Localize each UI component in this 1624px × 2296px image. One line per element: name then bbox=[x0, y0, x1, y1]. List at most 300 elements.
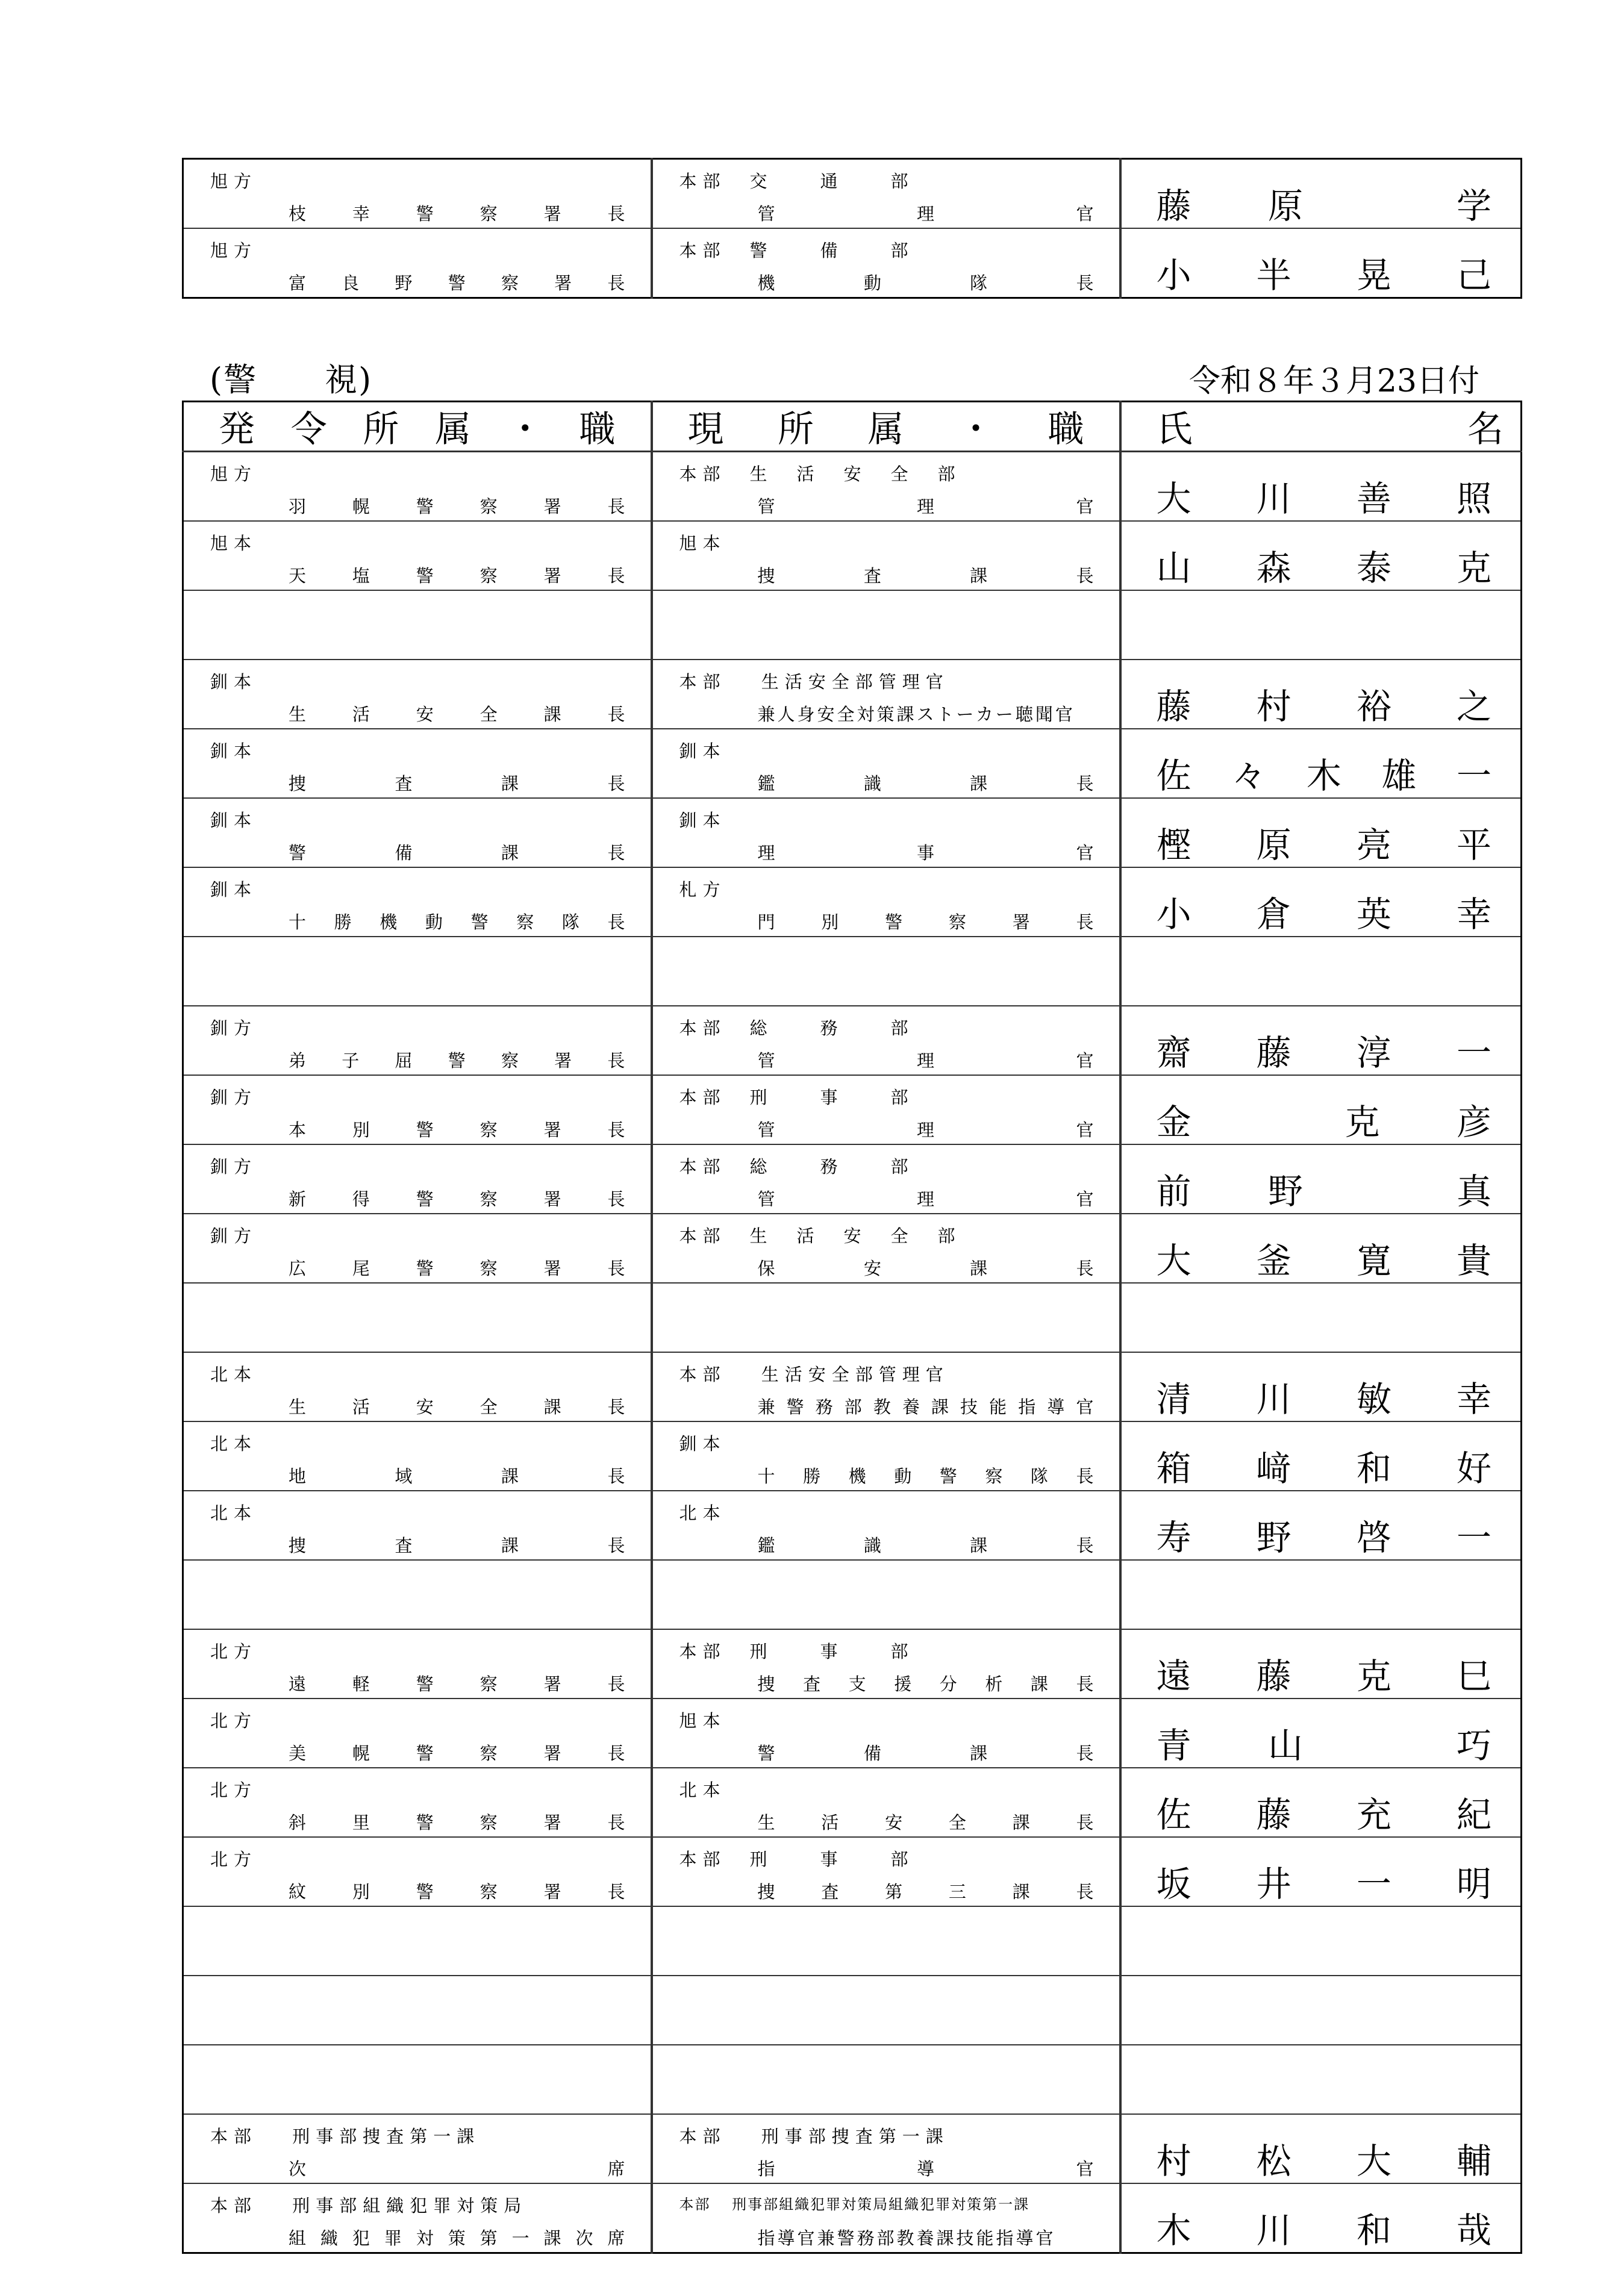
post-char: 長 bbox=[1076, 773, 1094, 794]
post-char: 策 bbox=[448, 2228, 466, 2248]
post-char: 管 bbox=[757, 204, 775, 224]
person-name bbox=[1156, 1240, 1492, 1281]
continuation-table bbox=[182, 158, 1522, 299]
current-post-cell bbox=[652, 1421, 1120, 1491]
post-char: 幌 bbox=[352, 1743, 370, 1764]
new-post-title bbox=[289, 270, 625, 295]
post-char: 警 bbox=[786, 1397, 804, 1417]
name-cell bbox=[1120, 1837, 1522, 1906]
current-post-cell bbox=[652, 1768, 1120, 1837]
name-char: 木 bbox=[1306, 755, 1341, 796]
name-cell bbox=[1120, 1283, 1522, 1352]
post-char: 組 bbox=[289, 2228, 307, 2248]
post-char: 官 bbox=[1076, 843, 1094, 863]
post-char: 長 bbox=[607, 1397, 625, 1417]
new-unit: 旭方 bbox=[210, 171, 258, 192]
new-post-cell bbox=[183, 1906, 652, 1976]
current-post-cell bbox=[652, 1144, 1120, 1214]
post-char: 長 bbox=[1076, 1466, 1094, 1486]
new-unit: 北本 bbox=[210, 1433, 258, 1454]
name-char: 亮 bbox=[1356, 825, 1391, 866]
name-char: 明 bbox=[1456, 1864, 1491, 1904]
header-char: 令 bbox=[290, 408, 327, 451]
post-char: 理 bbox=[916, 1189, 934, 1209]
current-post-title bbox=[758, 1463, 1094, 1488]
post-char: 官 bbox=[1076, 1050, 1094, 1071]
post-char: 管 bbox=[757, 1120, 775, 1140]
post-char: 捜 bbox=[757, 1674, 775, 1694]
header-current-post bbox=[652, 402, 1120, 452]
new-post-cell bbox=[183, 2183, 652, 2253]
name-cell bbox=[1120, 1214, 1522, 1283]
name-char: 木 bbox=[1156, 2210, 1191, 2251]
current-unit: 本部 生 活 安 全 部 bbox=[679, 464, 961, 484]
header-char: 所 bbox=[778, 408, 814, 451]
new-unit: 釧方 bbox=[210, 1156, 258, 1177]
name-cell bbox=[1120, 1560, 1522, 1629]
current-post-title bbox=[758, 1740, 1094, 1765]
person-name bbox=[1156, 1170, 1492, 1212]
current-unit: 北本 bbox=[679, 1780, 726, 1800]
post-char: 長 bbox=[607, 704, 625, 725]
current-post-cell bbox=[652, 1906, 1120, 1976]
post-char: 生 bbox=[757, 1812, 775, 1833]
post-char: 安 bbox=[863, 1258, 881, 1279]
new-post-title bbox=[289, 563, 625, 587]
post-char: 別 bbox=[821, 912, 839, 932]
name-char: 川 bbox=[1256, 478, 1291, 519]
name-cell bbox=[1120, 1906, 1522, 1976]
post-char: 警 bbox=[416, 1743, 434, 1764]
new-post-cell bbox=[183, 590, 652, 660]
name-char: 山 bbox=[1156, 547, 1191, 588]
name-cell bbox=[1120, 1699, 1522, 1768]
new-unit: 北方 bbox=[210, 1641, 258, 1662]
post-char: 援 bbox=[894, 1674, 912, 1694]
name-cell bbox=[1120, 159, 1522, 229]
header-row bbox=[183, 402, 1522, 452]
new-unit: 釧本 bbox=[210, 672, 258, 692]
current-unit: 本部 刑 事 部 bbox=[679, 1087, 914, 1108]
post-char: 長 bbox=[607, 1466, 625, 1486]
person-name bbox=[1156, 2209, 1492, 2251]
name-char: 泰 bbox=[1356, 547, 1391, 588]
current-post-cell bbox=[652, 1214, 1120, 1283]
table-row bbox=[183, 1214, 1522, 1283]
current-unit: 本部 刑 事 部 bbox=[679, 1849, 914, 1870]
new-unit: 釧本 bbox=[210, 879, 258, 900]
post-char: 勝 bbox=[803, 1466, 821, 1486]
post-char: 長 bbox=[607, 773, 625, 794]
post-char: 本 bbox=[289, 1120, 307, 1140]
post-char: 課 bbox=[970, 566, 988, 586]
new-post-cell bbox=[183, 1699, 652, 1768]
post-char: 署 bbox=[543, 566, 561, 586]
name-cell bbox=[1120, 1629, 1522, 1699]
post-char: 署 bbox=[543, 1812, 561, 1833]
section-title: (警 視) bbox=[210, 361, 373, 399]
name-cell bbox=[1120, 1768, 1522, 1837]
name-char: 森 bbox=[1256, 547, 1291, 588]
post-char: 域 bbox=[395, 1466, 413, 1486]
effective-date: 令和８年３月23日付 bbox=[1188, 363, 1479, 399]
table-row bbox=[183, 1144, 1522, 1214]
new-post-title bbox=[289, 1532, 625, 1557]
new-unit: 釧本 bbox=[210, 741, 258, 761]
post-char: 野 bbox=[395, 273, 413, 293]
new-post-title bbox=[289, 1186, 625, 1211]
post-char: 十 bbox=[289, 912, 307, 932]
current-unit: 本部 総 務 部 bbox=[679, 1018, 914, 1038]
person-name bbox=[1156, 1724, 1492, 1766]
post-char: 席 bbox=[607, 2159, 625, 2179]
current-post-title bbox=[758, 1186, 1094, 1211]
current-post-title bbox=[758, 563, 1094, 587]
current-post-cell bbox=[652, 660, 1120, 729]
post-char: 安 bbox=[416, 704, 434, 725]
name-char: 倉 bbox=[1256, 894, 1291, 935]
post-char: 第 bbox=[479, 2228, 498, 2248]
current-post-title bbox=[758, 1117, 1094, 1141]
name-char: 齋 bbox=[1156, 1032, 1191, 1073]
current-unit: 本部 生 活 安 全 部 bbox=[679, 1226, 961, 1246]
post-char: 長 bbox=[1076, 1882, 1094, 1902]
header-char: 属 bbox=[867, 408, 904, 451]
new-post-title bbox=[289, 2156, 625, 2180]
current-post-title bbox=[758, 1879, 1094, 1903]
name-char: 好 bbox=[1456, 1448, 1491, 1489]
post-char: 警 bbox=[448, 273, 466, 293]
name-char: 遠 bbox=[1156, 1656, 1191, 1697]
post-char: 織 bbox=[320, 2228, 338, 2248]
table-row bbox=[183, 521, 1522, 590]
post-char: 活 bbox=[352, 704, 370, 725]
name-cell bbox=[1120, 521, 1522, 590]
new-post-title bbox=[289, 770, 625, 795]
table-row bbox=[183, 228, 1522, 298]
post-char: 察 bbox=[479, 1189, 498, 1209]
post-char: 鑑 bbox=[757, 1535, 775, 1556]
new-post-cell bbox=[183, 2045, 652, 2114]
post-char: 部 bbox=[844, 1397, 862, 1417]
post-char: 長 bbox=[607, 496, 625, 517]
new-post-cell bbox=[183, 159, 652, 229]
name-char: 川 bbox=[1256, 1379, 1291, 1420]
post-char: 管 bbox=[757, 1050, 775, 1071]
new-post-title bbox=[289, 1809, 625, 1834]
name-char: 照 bbox=[1456, 478, 1491, 519]
current-post-title bbox=[758, 493, 1094, 518]
post-char: 警 bbox=[416, 1812, 434, 1833]
post-char: 導 bbox=[916, 2159, 934, 2179]
header-char: 氏 bbox=[1156, 408, 1193, 451]
name-char: 輔 bbox=[1456, 2141, 1491, 2182]
name-cell bbox=[1120, 590, 1522, 660]
header-char: ・ bbox=[958, 408, 994, 451]
name-cell bbox=[1120, 1491, 1522, 1560]
table-row bbox=[183, 1075, 1522, 1144]
post-char: 一 bbox=[511, 2228, 529, 2248]
post-char: 課 bbox=[1012, 1882, 1030, 1902]
post-char: 長 bbox=[1076, 1258, 1094, 1279]
new-post-title bbox=[289, 1740, 625, 1765]
post-char: 長 bbox=[1076, 273, 1094, 293]
current-unit: 本部 生活安全部管理官 bbox=[679, 672, 949, 692]
name-char: 半 bbox=[1256, 255, 1291, 296]
post-char: 警 bbox=[757, 1743, 775, 1764]
post-char: 動 bbox=[894, 1466, 912, 1486]
post-char: 課 bbox=[970, 1535, 988, 1556]
post-char: 弟 bbox=[289, 1050, 307, 1071]
post-char: 長 bbox=[607, 1050, 625, 1071]
name-char: 佐 bbox=[1156, 755, 1191, 796]
post-char: 長 bbox=[607, 1882, 625, 1902]
new-post-cell bbox=[183, 1214, 652, 1283]
post-char: 警 bbox=[416, 1258, 434, 1279]
post-char: 課 bbox=[970, 1258, 988, 1279]
current-unit: 本部 刑 事 部 bbox=[679, 1641, 914, 1662]
post-char: 長 bbox=[607, 566, 625, 586]
name-char: 藤 bbox=[1256, 1656, 1291, 1697]
post-char: 察 bbox=[985, 1466, 1003, 1486]
new-post-cell bbox=[183, 452, 652, 522]
header-char: 職 bbox=[1048, 408, 1084, 451]
post-char: 長 bbox=[607, 843, 625, 863]
name-cell bbox=[1120, 2114, 1522, 2183]
table-row bbox=[183, 2114, 1522, 2183]
table-row bbox=[183, 867, 1522, 937]
post-char: 動 bbox=[863, 273, 881, 293]
post-char: 警 bbox=[416, 496, 434, 517]
post-char: 警 bbox=[416, 1882, 434, 1902]
post-char: 備 bbox=[395, 843, 413, 863]
new-post-title bbox=[289, 1394, 625, 1418]
post-char: 課 bbox=[1012, 1812, 1030, 1833]
new-post-title bbox=[289, 493, 625, 518]
name-char: 巧 bbox=[1456, 1725, 1491, 1766]
post-char: 察 bbox=[479, 1812, 498, 1833]
current-post-title bbox=[758, 1671, 1094, 1695]
post-char: 察 bbox=[479, 1120, 498, 1140]
name-char: 彦 bbox=[1456, 1102, 1491, 1143]
post-char: 新 bbox=[289, 1189, 307, 1209]
post-char: 長 bbox=[607, 1535, 625, 1556]
table-row bbox=[183, 452, 1522, 522]
new-post-cell bbox=[183, 1421, 652, 1491]
post-char: 生 bbox=[289, 704, 307, 725]
new-post-title bbox=[289, 840, 625, 864]
post-char: 導 bbox=[1047, 1397, 1065, 1417]
current-unit: 本部 生活安全部管理官 bbox=[679, 1364, 949, 1385]
current-post-title bbox=[758, 840, 1094, 864]
post-char: 長 bbox=[607, 1743, 625, 1764]
post-char: 察 bbox=[479, 204, 498, 224]
name-char: 充 bbox=[1356, 1794, 1391, 1835]
post-char: 察 bbox=[479, 1743, 498, 1764]
post-char: 隊 bbox=[970, 273, 988, 293]
name-char: 小 bbox=[1156, 255, 1191, 296]
post-char: 警 bbox=[416, 1189, 434, 1209]
post-char: 課 bbox=[501, 1535, 519, 1556]
name-char: 幸 bbox=[1456, 1379, 1491, 1420]
post-char: 長 bbox=[1076, 912, 1094, 932]
post-char: 枝 bbox=[289, 204, 307, 224]
post-char: 警 bbox=[416, 204, 434, 224]
post-char: 塩 bbox=[352, 566, 370, 586]
post-char: 犯 bbox=[352, 2228, 370, 2248]
name-char: 藤 bbox=[1156, 186, 1191, 226]
current-unit: 本部 警 備 部 bbox=[679, 240, 914, 261]
current-unit: 旭本 bbox=[679, 1711, 726, 1731]
name-char: 箱 bbox=[1156, 1448, 1191, 1489]
name-char: 善 bbox=[1356, 478, 1391, 519]
name-char: 哉 bbox=[1456, 2210, 1491, 2251]
name-cell bbox=[1120, 729, 1522, 798]
post-char: 長 bbox=[607, 912, 625, 932]
current-post-cell bbox=[652, 2045, 1120, 2114]
current-post-title bbox=[758, 270, 1094, 295]
name-char: 村 bbox=[1156, 2141, 1191, 2182]
post-char: 広 bbox=[289, 1258, 307, 1279]
current-post-cell bbox=[652, 159, 1120, 229]
current-post-cell bbox=[652, 228, 1120, 298]
post-char: 課 bbox=[1030, 1674, 1048, 1694]
table-row bbox=[183, 1629, 1522, 1699]
name-char: 和 bbox=[1356, 2210, 1391, 2251]
person-name bbox=[1156, 1447, 1492, 1489]
current-unit: 釧本 bbox=[679, 741, 726, 761]
post-char: 察 bbox=[479, 1674, 498, 1694]
post-char: 署 bbox=[543, 1120, 561, 1140]
post-char: 捜 bbox=[757, 1882, 775, 1902]
name-char: 佐 bbox=[1156, 1794, 1191, 1835]
person-name bbox=[1156, 1794, 1492, 1835]
current-post-title bbox=[758, 1809, 1094, 1834]
name-cell bbox=[1120, 1352, 1522, 1421]
post-char: 屈 bbox=[395, 1050, 413, 1071]
current-post-cell bbox=[652, 452, 1120, 522]
current-unit: 本部 交 通 部 bbox=[679, 171, 914, 192]
post-char: 席 bbox=[607, 2228, 625, 2248]
current-post-cell bbox=[652, 2114, 1120, 2183]
name-char: 克 bbox=[1344, 1102, 1380, 1143]
post-char: 隊 bbox=[561, 912, 579, 932]
new-post-title bbox=[289, 1255, 625, 1280]
post-char: 尾 bbox=[352, 1258, 370, 1279]
new-unit: 北方 bbox=[210, 1849, 258, 1870]
name-char: 寛 bbox=[1356, 1240, 1391, 1281]
new-post-title bbox=[289, 1117, 625, 1141]
new-unit: 北本 bbox=[210, 1503, 258, 1523]
name-char: 巳 bbox=[1456, 1656, 1491, 1697]
post-char: 査 bbox=[863, 566, 881, 586]
post-char: 課 bbox=[970, 1743, 988, 1764]
name-char: 寿 bbox=[1156, 1517, 1191, 1558]
name-char: 藤 bbox=[1256, 1794, 1291, 1835]
new-post-cell bbox=[183, 1837, 652, 1906]
name-char: 啓 bbox=[1356, 1517, 1391, 1558]
new-post-title bbox=[289, 201, 625, 225]
post-char: 課 bbox=[501, 1466, 519, 1486]
post-char: 察 bbox=[516, 912, 534, 932]
name-char: 大 bbox=[1356, 2141, 1391, 2182]
post-char: 幸 bbox=[352, 204, 370, 224]
post-char: 理 bbox=[757, 843, 775, 863]
post-char: 良 bbox=[342, 273, 360, 293]
new-post-cell bbox=[183, 1144, 652, 1214]
name-char: 原 bbox=[1268, 186, 1304, 226]
post-char: 動 bbox=[425, 912, 443, 932]
new-unit: 旭方 bbox=[210, 464, 258, 484]
post-char: 査 bbox=[395, 773, 413, 794]
post-char: 捜 bbox=[289, 1535, 307, 1556]
post-char: 長 bbox=[607, 1120, 625, 1140]
person-name bbox=[1156, 1863, 1492, 1904]
new-unit: 旭方 bbox=[210, 240, 258, 261]
current-post-title: 指導官兼警務部教養課技能指導官 bbox=[757, 2228, 1056, 2248]
current-post-title bbox=[758, 1532, 1094, 1557]
post-char: 署 bbox=[543, 1258, 561, 1279]
name-char: 裕 bbox=[1356, 686, 1391, 727]
post-char: 対 bbox=[416, 2228, 434, 2248]
current-post-cell bbox=[652, 1283, 1120, 1352]
name-cell bbox=[1120, 798, 1522, 867]
name-char: 小 bbox=[1156, 894, 1191, 935]
name-cell bbox=[1120, 660, 1522, 729]
post-char: 機 bbox=[379, 912, 398, 932]
table-row bbox=[183, 729, 1522, 798]
post-char: 安 bbox=[416, 1397, 434, 1417]
post-char: 安 bbox=[885, 1812, 903, 1833]
new-post-cell bbox=[183, 798, 652, 867]
current-post-cell bbox=[652, 1075, 1120, 1144]
post-char: 門 bbox=[757, 912, 775, 932]
post-char: 査 bbox=[395, 1535, 413, 1556]
post-char: 官 bbox=[1076, 496, 1094, 517]
post-char: 識 bbox=[863, 773, 881, 794]
new-unit: 本部 刑事部組織犯罪対策局 bbox=[210, 2195, 528, 2216]
post-char: 活 bbox=[352, 1397, 370, 1417]
person-name bbox=[1156, 824, 1492, 866]
new-unit: 北方 bbox=[210, 1711, 258, 1731]
name-char: 釜 bbox=[1256, 1240, 1291, 1281]
table-row bbox=[183, 1560, 1522, 1629]
name-char: 和 bbox=[1356, 1448, 1391, 1489]
post-char: 長 bbox=[1076, 566, 1094, 586]
current-post-cell bbox=[652, 1629, 1120, 1699]
post-char: 署 bbox=[543, 204, 561, 224]
new-post-cell bbox=[183, 1560, 652, 1629]
current-post-title bbox=[758, 770, 1094, 795]
post-char: 官 bbox=[1076, 1120, 1094, 1140]
name-char: 藤 bbox=[1156, 686, 1191, 727]
new-post-title bbox=[289, 1671, 625, 1695]
current-post-title bbox=[758, 1394, 1094, 1418]
name-cell bbox=[1120, 937, 1522, 1006]
post-char: 官 bbox=[1076, 1189, 1094, 1209]
post-char: 署 bbox=[543, 1674, 561, 1694]
post-char: 長 bbox=[607, 273, 625, 293]
name-cell bbox=[1120, 1144, 1522, 1214]
table-row bbox=[183, 1906, 1522, 1976]
name-char: 野 bbox=[1268, 1171, 1304, 1212]
post-char: 察 bbox=[948, 912, 966, 932]
new-unit: 釧方 bbox=[210, 1087, 258, 1108]
current-unit: 北本 bbox=[679, 1503, 726, 1523]
name-cell bbox=[1120, 1006, 1522, 1075]
post-char: 備 bbox=[863, 1743, 881, 1764]
post-char: 羽 bbox=[289, 496, 307, 517]
